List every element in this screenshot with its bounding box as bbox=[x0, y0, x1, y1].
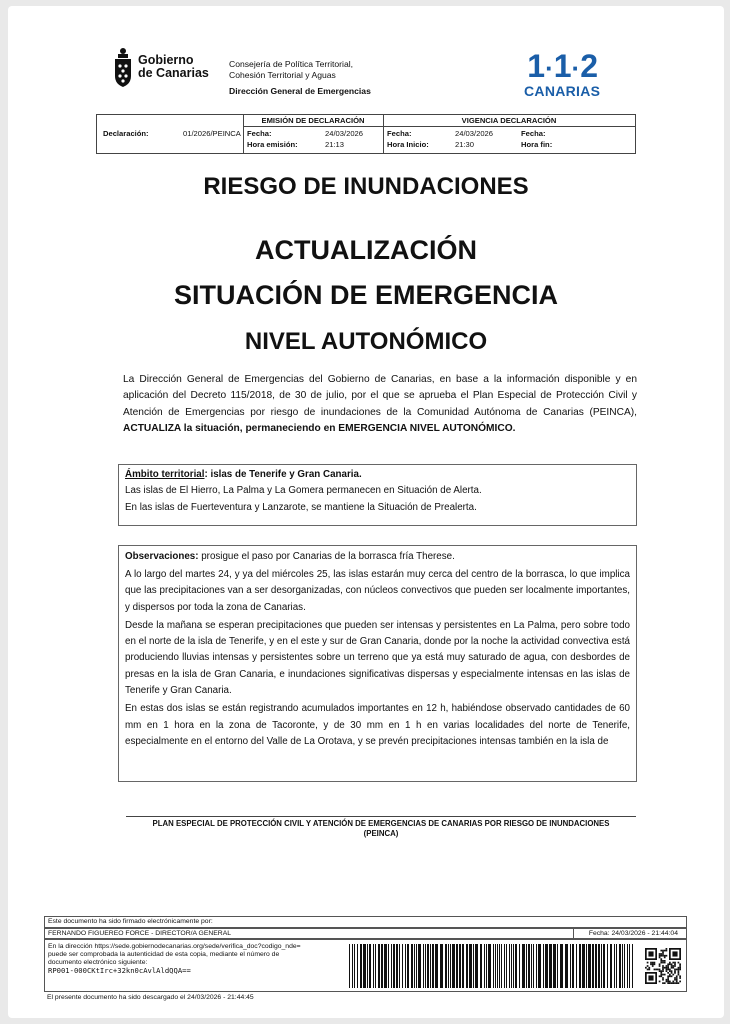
sig-firmante-row bbox=[44, 928, 687, 939]
sig-firmado: Este documento ha sido firmado electrónicamente por: bbox=[48, 918, 213, 925]
footer-plan bbox=[126, 816, 636, 839]
sig-fecha: Fecha: 24/03/2026 - 21:44:04 bbox=[588, 930, 678, 937]
title-actualizacion-block bbox=[8, 235, 724, 310]
logo112-digit-1: 1 bbox=[527, 48, 545, 84]
sig-url-line3: documento electrónico siguiente: bbox=[48, 959, 148, 966]
hora-emision: 21:13 bbox=[325, 140, 345, 149]
intro-text: La Dirección General de Emergencias del Gobierno de Canarias, en base a la información disponible y en aplicación del Decreto 115/2018, de 30 de julio, por el que se aprueba el Plan Especial de Protección Civil y Atención de Emergencias por riesgo de inundaciones de la Comunidad Autónoma de Canarias (PEINCA), bbox=[123, 374, 637, 418]
observaciones-p2: Desde la mañana se esperan precipitaciones que pueden ser intensas y persistentes en La Palma, pero sobre todo en el norte de la isla de Tenerife, y en el este y sur de Gran Canaria, donde por la noche la actividad convectiva está produciendo lluvias intensas y persistentes sobre un terreno que ya está muy saturado de agua, con desbordes de presas en la isla de Gran Canaria, e inundaciones significativas dispersas y especialmente intensas en las islas de Tenerife y Gran Canaria. bbox=[125, 619, 630, 697]
consejeria-line1: Consejería de Política Territorial, bbox=[229, 59, 354, 69]
ambito-label: Ámbito territorial bbox=[125, 469, 205, 480]
intro-bold-actualiza: ACTUALIZA la situación, permaneciendo en bbox=[123, 422, 336, 434]
emision-header: EMISIÓN DE DECLARACIÓN bbox=[261, 116, 365, 125]
declaracion-table bbox=[96, 114, 636, 154]
emision-fecha-label: Fecha: bbox=[247, 129, 272, 138]
footer-plan-line2: (PEINCA) bbox=[363, 829, 399, 838]
declaracion-value: 01/2026/PEINCA bbox=[183, 129, 241, 138]
declaracion-label: Declaración: bbox=[103, 129, 149, 138]
consejeria-block bbox=[229, 59, 371, 97]
observaciones-label: Observaciones: bbox=[125, 551, 199, 562]
intro-bold-emergencia: EMERGENCIA NIVEL AUTONÓMICO. bbox=[335, 422, 516, 434]
logo112-dot-2: · bbox=[571, 53, 580, 83]
fecha-fin-label: Fecha: bbox=[521, 129, 546, 138]
org-name-line2: de Canarias bbox=[138, 66, 209, 80]
ambito-value: : islas de Tenerife y Gran Canaria. bbox=[204, 469, 362, 480]
footer-plan-line1: PLAN ESPECIAL DE PROTECCIÓN CIVIL Y ATENCIÓN DE EMERGENCIAS DE CANARIAS POR RIESGO DE INUNDACIONES bbox=[152, 819, 610, 828]
title-situacion: SITUACIÓN DE EMERGENCIA bbox=[173, 280, 559, 310]
logo112-dot-1: · bbox=[545, 53, 553, 83]
sig-codigo: RP001-000CKtIrc+32kn0cAvlAldQQA== bbox=[48, 966, 191, 975]
vigencia-header: VIGENCIA DECLARACIÓN bbox=[461, 116, 557, 125]
sig-firmado-row bbox=[44, 916, 687, 928]
observaciones-p1: A lo largo del martes 24, y ya del miércoles 25, las islas estarán muy cerca del centro de la borrasca, lo que implica que las precipitaciones van a ser desorganizadas, con núcleos convectivos que pueden ser localmente importantes, y dispersos por toda la zona de Canarias. bbox=[125, 568, 630, 613]
sig-descargado: El presente documento ha sido descargado el 24/03/2026 - 21:44:45 bbox=[47, 994, 254, 1001]
logo-112-canarias bbox=[524, 50, 600, 98]
sig-firmante: FERNANDO FIGUEREO FORCE - DIRECTOR/A GENERAL bbox=[48, 930, 232, 937]
emision-fecha: 24/03/2026 bbox=[325, 129, 364, 138]
observaciones-lead: prosigue el paso por Canarias de la borrasca fría Therese. bbox=[198, 551, 455, 562]
logo112-digit-2: 1 bbox=[553, 48, 571, 84]
signature-block bbox=[44, 916, 687, 1002]
hora-fin-label: Hora fin: bbox=[521, 140, 553, 149]
hora-inicio: 21:30 bbox=[455, 140, 475, 149]
direccion-general: Dirección General de Emergencias bbox=[229, 86, 371, 96]
barcode-image bbox=[347, 944, 637, 988]
hora-inicio-label: Hora Inicio: bbox=[387, 140, 429, 149]
sig-url-line2: puede ser comprobada la autenticidad de esta copia, mediante el número de bbox=[48, 951, 280, 958]
coat-of-arms-icon bbox=[112, 46, 134, 88]
ambito-box bbox=[118, 464, 637, 526]
sig-url-line1: En la dirección https://sede.gobiernodecanarias.org/sede/verifica_doc?codigo_nde= bbox=[48, 943, 301, 950]
document-page bbox=[8, 6, 724, 1018]
observaciones-box bbox=[118, 545, 637, 782]
observaciones-p3: En estas dos islas se están registrando acumulados importantes en 12 h, habiéndose observado cantidades de 60 mm en 1 hora en la zona de Tacoronte, y de 30 mm en 1 h en varias localidades del norte de Tenerife, especialmente en el entorno del Valle de La Orotava, y se prevén precipitaciones intensas también en la isla de bbox=[125, 703, 630, 747]
gobierno-canarias-logo bbox=[112, 46, 209, 88]
title-actualizacion: ACTUALIZACIÓN bbox=[255, 235, 477, 265]
hora-emision-label: Hora emisión: bbox=[247, 140, 298, 149]
title-nivel: NIVEL AUTONÓMICO bbox=[244, 328, 488, 355]
intro-paragraph bbox=[123, 372, 637, 437]
title-riesgo: RIESGO DE INUNDACIONES bbox=[203, 173, 529, 200]
logo112-sub: CANARIAS bbox=[524, 83, 601, 99]
ambito-line2: En las islas de Fuerteventura y Lanzarote, se mantiene la Situación de Prealerta. bbox=[125, 501, 477, 513]
consejeria-line2: Cohesión Territorial y Aguas bbox=[229, 69, 336, 80]
org-name-line1: Gobierno bbox=[138, 53, 194, 67]
vigencia-fecha: 24/03/2026 bbox=[455, 129, 494, 138]
sig-verification-row bbox=[44, 939, 687, 992]
vigencia-fecha-label: Fecha: bbox=[387, 129, 412, 138]
qr-code-image[interactable] bbox=[645, 944, 681, 988]
logo112-digit-3: 2 bbox=[580, 48, 598, 84]
ambito-line1: Las islas de El Hierro, La Palma y La Gomera permanecen en Situación de Alerta. bbox=[125, 485, 482, 497]
